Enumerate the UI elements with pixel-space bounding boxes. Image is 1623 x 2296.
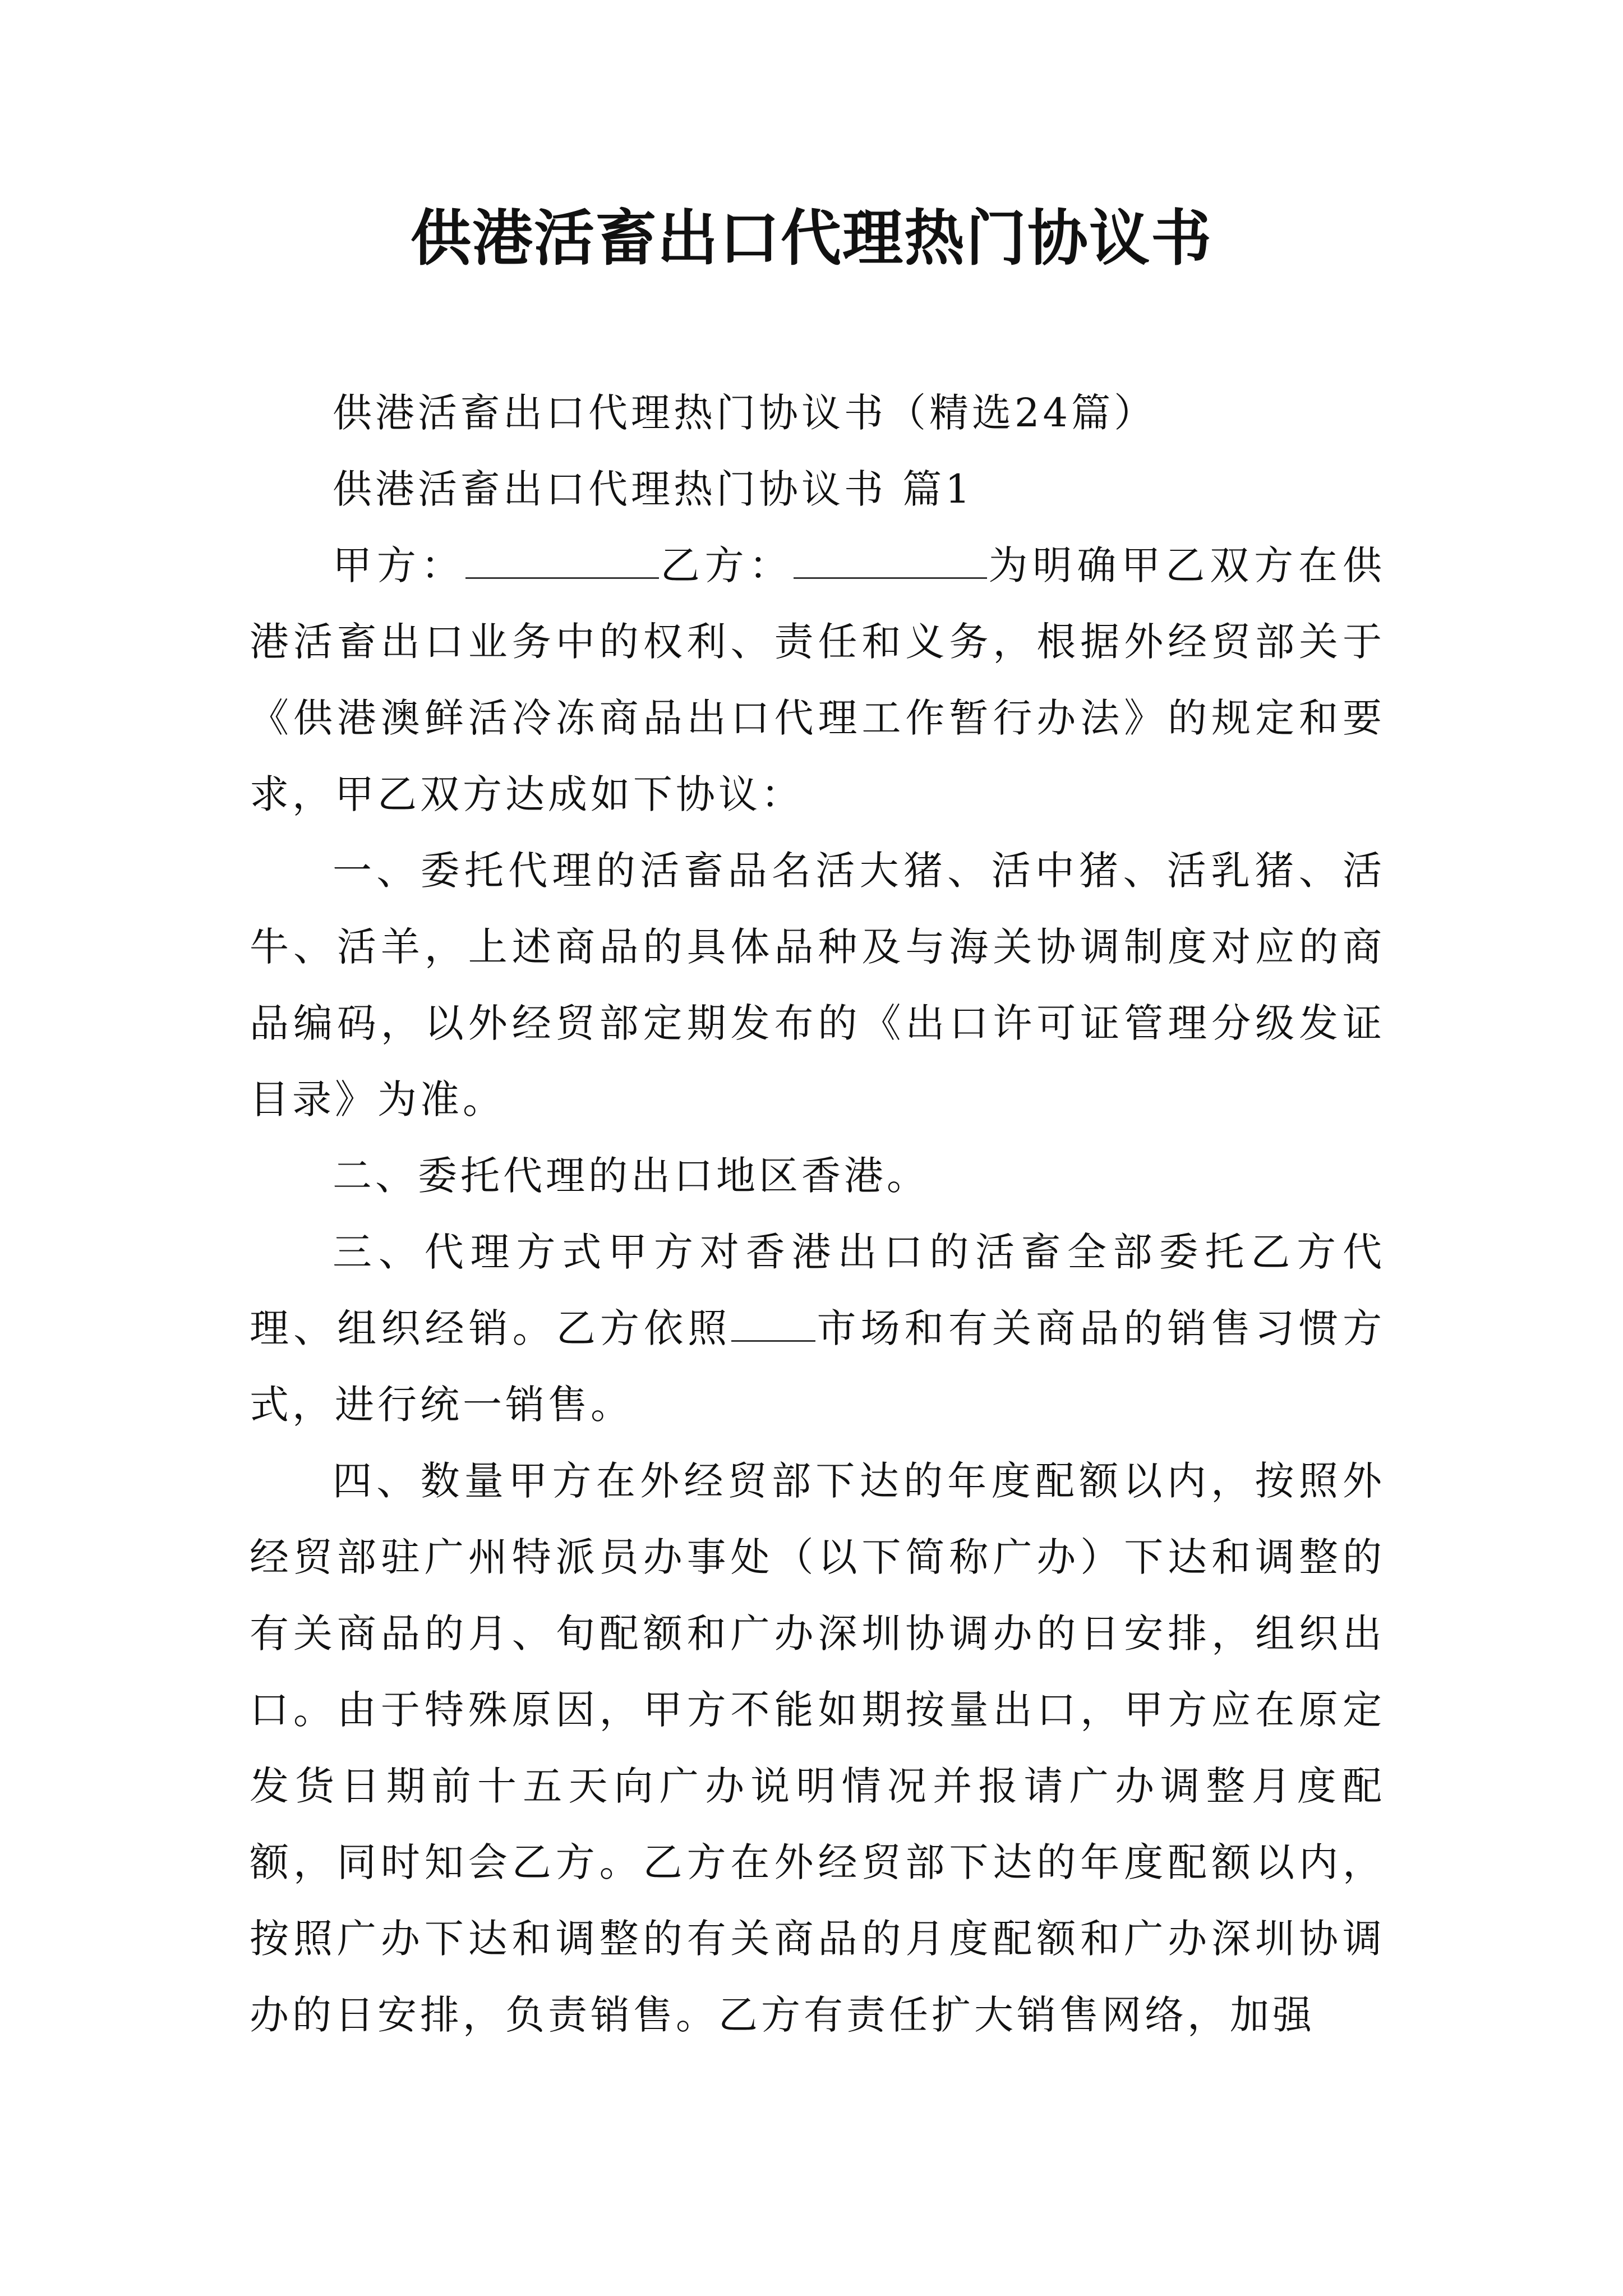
clause-1: 一、委托代理的活畜品名活大猪、活中猪、活乳猪、活牛、活羊，上述商品的具体品种及与海关协调制度对应的商品编码，以外经贸部定期发布的《出口许可证管理分级发证目录》为准。 (250, 848, 1385, 1122)
clause-4: 四、数量甲方在外经贸部下达的年度配额以内，按照外经贸部驻广州特派员办事处（以下简称广办）下达和调整的有关商品的月、旬配额和广办深圳协调办的日安排，组织出口。由于特殊原因，甲方不能如期按量出口，甲方应在原定发货日期前十五天向广办说明情况并报请广办调整月度配额，同时知会乙方。乙方在外经贸部下达的年度配额以内，按照广办下达和调整的有关商品的月度配额和广办深圳协调办的日安排，负责销售。乙方有责任扩大销售网络，加强 (250, 1458, 1385, 2038)
clause-3-text-before: 三、代理方式甲方对香港出口的活畜全部委托乙方代理、组织经销。乙方依照 (250, 1229, 1385, 1351)
intro-paragraph (250, 527, 1385, 832)
party-a-label: 甲方： (333, 542, 465, 588)
intro-text: 为明确甲乙双方在供港活畜出口业务中的权利、责任和义务，根据外经贸部关于《供港澳鲜活冷冻商品出口代理工作暂行办法》的规定和要求，甲乙双方达成如下协议： (250, 542, 1385, 817)
document-title: 供港活畜出口代理热门协议书 (410, 203, 1212, 274)
party-b-blank (794, 538, 987, 579)
document-subtitle: 供港活畜出口代理热门协议书（精选24篇） (333, 390, 1157, 436)
section-heading: 供港活畜出口代理热门协议书 篇1 (333, 466, 974, 512)
party-a-blank (465, 538, 659, 579)
document-body (250, 375, 1385, 2053)
party-b-label: 乙方： (658, 542, 794, 588)
clause-2: 二、委托代理的出口地区香港。 (333, 1153, 929, 1199)
clause-3-text-after: 市场和有关商品的销售习惯方式，进行统一销售。 (250, 1305, 1385, 1428)
clause-3 (250, 1214, 1385, 1443)
market-blank (731, 1301, 815, 1342)
